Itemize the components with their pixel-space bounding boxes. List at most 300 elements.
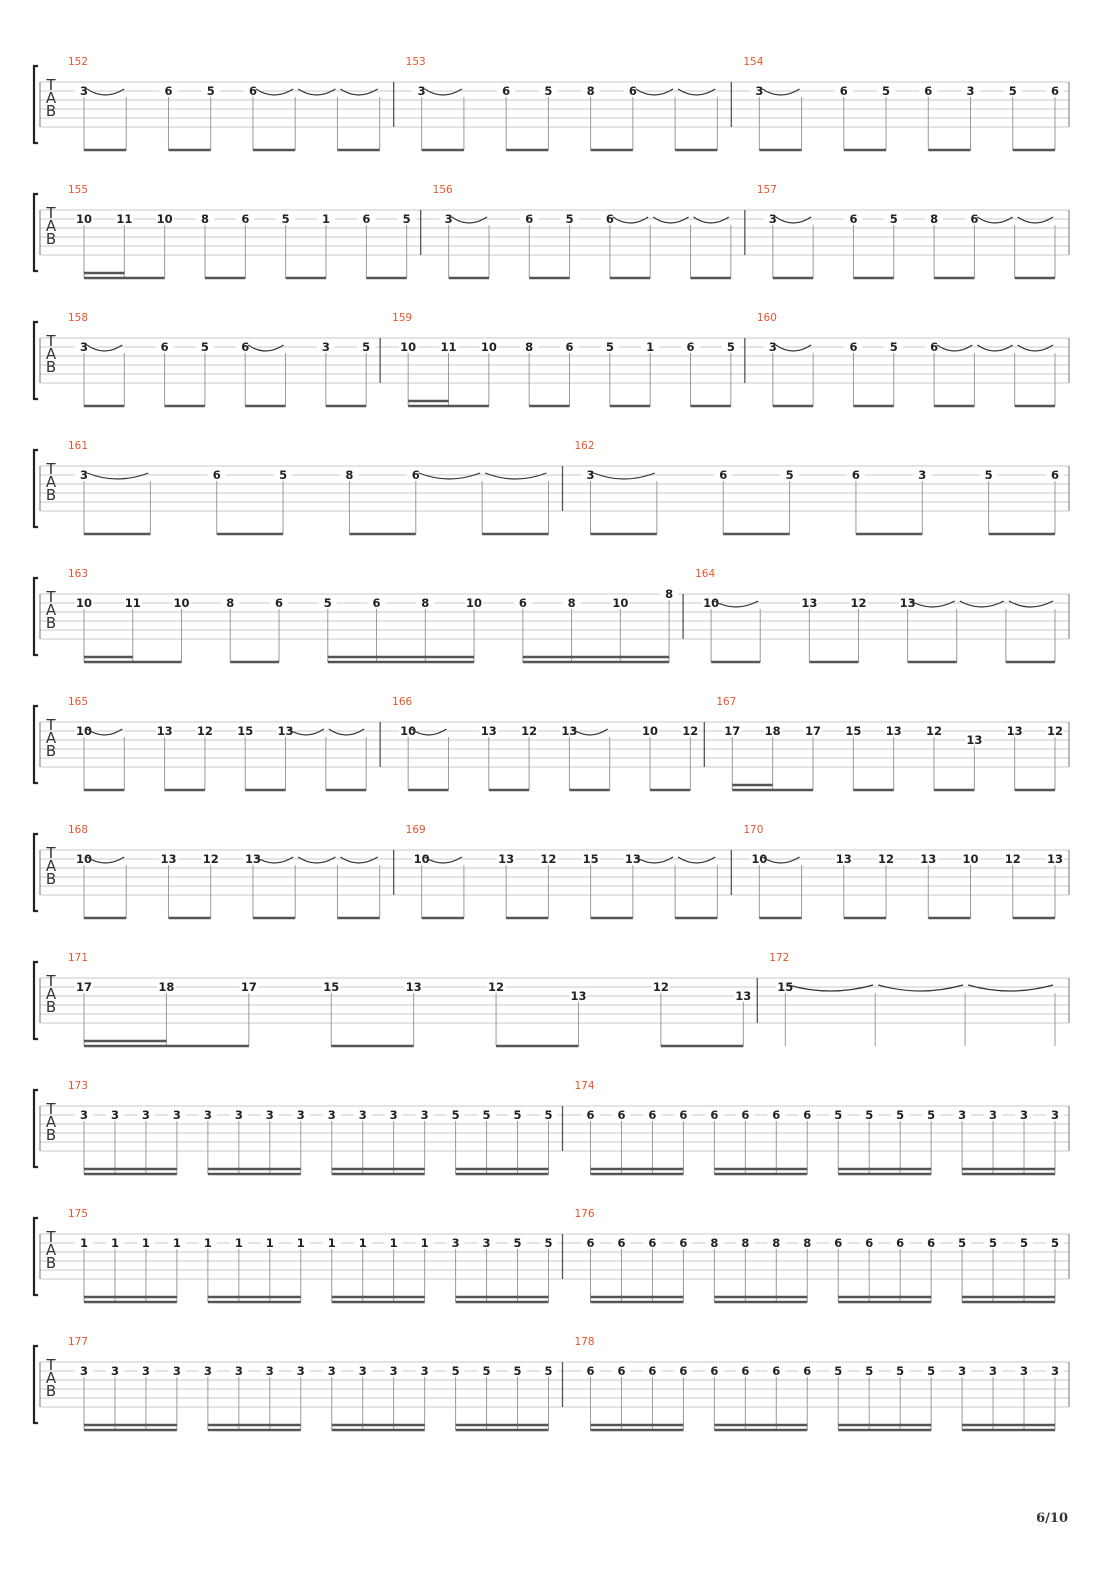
tie-arc [960,601,1004,607]
fret-number: 3 [296,1364,305,1378]
measure-number: 173 [68,1080,89,1092]
tab-system [34,440,1069,534]
tie-arc [788,985,873,991]
fret-number: 3 [1020,1364,1029,1378]
measure-number: 164 [695,568,716,580]
measure-number: 159 [392,312,413,324]
tie-arc [1018,345,1053,351]
fret-number: 1 [358,1236,367,1250]
fret-number: 10 [75,596,93,610]
fret-number: 18 [158,980,175,994]
fret-number: 8 [567,596,576,610]
tab-clef-letter: T [46,460,56,478]
fret-number: 12 [878,852,895,866]
fret-number: 5 [451,1364,460,1378]
fret-number: 3 [110,1364,119,1378]
fret-number: 5 [1050,1236,1060,1250]
system-bracket [34,706,38,783]
fret-number: 5 [482,1364,491,1378]
fret-number: 8 [803,1236,812,1250]
tab-system [34,952,1069,1046]
tab-system [34,1080,1069,1174]
fret-number: 6 [849,212,858,226]
fret-number: 5 [865,1108,874,1122]
fret-number: 17 [724,724,741,738]
tie-arc [1018,217,1053,223]
tab-clef-letter: B [45,102,57,120]
measure-172 [757,952,1055,1046]
tab-clef-letter: A [45,89,57,107]
fret-number: 10 [751,852,768,866]
fret-number: 8 [586,84,595,98]
fret-number: 3 [327,1108,336,1122]
tie-arc [340,857,377,863]
fret-number: 3 [918,468,927,482]
fret-number: 12 [682,724,699,738]
tab-clef-letter: A [45,601,57,619]
tab-clef-letter: T [46,204,56,222]
measure-number: 153 [405,56,426,68]
measure-170 [731,824,1064,918]
fret-number: 5 [896,1108,905,1122]
fret-number: 6 [628,84,637,98]
fret-number: 6 [719,468,728,482]
fret-number: 13 [156,724,173,738]
fret-number: 8 [345,468,354,482]
fret-number: 3 [451,1236,460,1250]
tab-clef-letter: B [45,358,57,376]
fret-number: 5 [958,1236,967,1250]
measure-165 [68,696,366,790]
fret-number: 13 [244,852,261,866]
tie-arc [298,89,335,95]
fret-number: 5 [984,468,993,482]
tab-clef-letter: A [45,473,57,491]
system-bracket [34,322,38,399]
tab-system [34,56,1069,150]
measure-164 [683,568,1055,662]
tab-clef-letter: T [46,972,56,990]
fret-number: 13 [160,852,177,866]
measure-152 [68,56,380,150]
fret-number: 5 [200,340,209,354]
measure-174 [563,1080,1065,1174]
fret-number: 13 [835,852,852,866]
tab-clef-letter: A [45,345,57,363]
tab-clef-letter: T [46,1100,56,1118]
tie-arc [340,89,377,95]
fret-number: 6 [679,1236,688,1250]
fret-number: 12 [925,724,943,738]
fret-number: 5 [605,340,614,354]
fret-number: 3 [1050,1108,1060,1122]
tab-system [34,1208,1069,1302]
fret-number: 10 [156,212,173,226]
system-bracket [34,834,38,911]
fret-number: 15 [582,852,599,866]
fret-number: 18 [764,724,781,738]
system-bracket [34,962,38,1039]
tab-clef-letter: B [45,230,57,248]
fret-number: 6 [927,1236,936,1250]
fret-number: 6 [518,596,527,610]
fret-number: 6 [772,1108,781,1122]
fret-number: 5 [362,340,371,354]
fret-number: 10 [400,340,417,354]
measure-number: 171 [68,952,89,964]
tab-clef-letter: T [46,1228,56,1246]
fret-number: 3 [966,84,975,98]
measure-number: 160 [756,312,777,324]
fret-number: 5 [544,1108,553,1122]
measure-number: 176 [574,1208,595,1220]
fret-number: 12 [202,852,219,866]
measure-155 [68,184,416,278]
fret-number: 12 [521,724,538,738]
fret-number: 3 [141,1364,150,1378]
measure-154 [731,56,1064,150]
system-bracket [34,66,38,143]
tab-clef-letter: T [46,1356,56,1374]
fret-number: 6 [849,340,858,354]
tie-arc [694,217,729,223]
fret-number: 5 [513,1108,522,1122]
fret-number: 1 [389,1236,398,1250]
fret-number: 12 [652,980,669,994]
fret-number: 6 [275,596,284,610]
tab-system [34,568,1069,662]
fret-number: 13 [480,724,497,738]
measure-161 [68,440,549,534]
measure-number: 162 [574,440,595,452]
tie-arc [977,345,1012,351]
fret-number: 13 [885,724,902,738]
fret-number: 6 [803,1108,812,1122]
fret-number: 8 [772,1236,781,1250]
fret-number: 1 [79,1236,89,1250]
fret-number: 6 [710,1108,719,1122]
fret-number: 10 [75,212,93,226]
fret-number: 10 [413,852,430,866]
fret-number: 6 [586,1364,595,1378]
fret-number: 1 [234,1236,243,1250]
fret-number: 5 [513,1364,522,1378]
fret-number: 5 [482,1108,491,1122]
fret-number: 13 [801,596,818,610]
tab-clef-letter: B [45,998,57,1016]
fret-number: 13 [624,852,641,866]
fret-number: 3 [234,1108,243,1122]
fret-number: 1 [420,1236,429,1250]
fret-number: 5 [565,212,574,226]
tab-clef-letter: T [46,332,56,350]
tie-arc [298,857,335,863]
fret-number: 6 [930,340,939,354]
fret-number: 5 [544,1364,553,1378]
fret-number: 6 [803,1364,812,1378]
tab-clef-letter: A [45,857,57,875]
tab-clef-letter: T [46,76,56,94]
fret-number: 6 [160,340,169,354]
fret-number: 11 [440,340,457,354]
system-bracket [34,450,38,527]
fret-number: 10 [480,340,497,354]
system-bracket [34,1218,38,1295]
fret-number: 10 [400,724,417,738]
measure-number: 155 [68,184,89,196]
fret-number: 15 [845,724,862,738]
fret-number: 10 [173,596,190,610]
fret-number: 6 [617,1236,626,1250]
tie-arc [968,985,1053,991]
fret-number: 5 [896,1364,905,1378]
fret-number: 6 [411,468,420,482]
fret-number: 5 [927,1364,936,1378]
fret-number: 6 [1050,468,1060,482]
measure-176 [563,1208,1065,1302]
fret-number: 6 [741,1364,750,1378]
fret-number: 6 [212,468,221,482]
fret-number: 5 [726,340,735,354]
fret-number: 5 [544,1236,553,1250]
fret-number: 6 [896,1236,905,1250]
page-number: 6/10 [1036,1511,1068,1526]
tab-clef-letter: T [46,716,56,734]
fret-number: 5 [889,340,898,354]
measure-177 [68,1336,558,1430]
fret-number: 5 [206,84,215,98]
measure-166 [380,696,699,790]
system-bracket [34,1346,38,1423]
measure-number: 169 [405,824,426,836]
fret-number: 5 [402,212,411,226]
fret-number: 12 [1004,852,1021,866]
tie-arc [653,217,688,223]
fret-number: 3 [265,1108,274,1122]
fret-number: 17 [75,980,93,994]
measure-175 [68,1208,558,1302]
fret-number: 5 [927,1108,936,1122]
fret-number: 3 [389,1108,398,1122]
measure-157 [745,184,1055,278]
fret-number: 3 [586,468,595,482]
fret-number: 3 [958,1364,967,1378]
measure-158 [68,312,375,406]
fret-number: 3 [79,1108,89,1122]
fret-number: 5 [834,1364,843,1378]
fret-number: 6 [565,340,574,354]
fret-number: 6 [241,340,250,354]
fret-number: 6 [586,1236,595,1250]
fret-number: 15 [323,980,340,994]
fret-number: 10 [612,596,629,610]
fret-number: 12 [540,852,557,866]
measure-number: 152 [68,56,89,68]
tie-arc [419,473,480,479]
fret-number: 8 [226,596,235,610]
measure-159 [380,312,740,406]
measure-number: 170 [743,824,764,836]
fret-number: 6 [772,1364,781,1378]
fret-number: 6 [502,84,511,98]
fret-number: 1 [172,1236,181,1250]
tab-system [34,184,1069,278]
fret-number: 10 [642,724,659,738]
measure-169 [394,824,718,918]
tie-arc [678,857,715,863]
measure-number: 175 [68,1208,89,1220]
tab-clef-letter: A [45,985,57,1003]
fret-number: 6 [1050,84,1060,98]
measure-160 [745,312,1055,406]
fret-number: 5 [1008,84,1017,98]
fret-number: 6 [648,1108,657,1122]
fret-number: 6 [648,1236,657,1250]
fret-number: 3 [79,84,89,98]
tab-clef-letter: A [45,729,57,747]
fret-number: 17 [804,724,821,738]
fret-number: 3 [203,1108,212,1122]
fret-number: 3 [389,1364,398,1378]
fret-number: 17 [240,980,257,994]
measure-number: 166 [392,696,413,708]
tab-system [34,696,1069,790]
fret-number: 1 [322,212,331,226]
fret-number: 6 [686,340,695,354]
measure-178 [563,1336,1065,1430]
fret-number: 8 [525,340,534,354]
measure-number: 168 [68,824,89,836]
fret-number: 6 [839,84,848,98]
fret-number: 5 [785,468,794,482]
fret-number: 5 [451,1108,460,1122]
fret-number: 13 [1046,852,1064,866]
measure-168 [68,824,380,918]
fret-number: 6 [617,1364,626,1378]
measure-171 [68,952,752,1046]
tie-arc [485,473,546,479]
measure-162 [563,440,1065,534]
fret-number: 3 [482,1236,491,1250]
fret-number: 5 [513,1236,522,1250]
fret-number: 6 [372,596,381,610]
measure-173 [68,1080,558,1174]
fret-number: 3 [79,1364,89,1378]
tie-arc [714,601,758,607]
fret-number: 11 [124,596,141,610]
fret-number: 3 [420,1108,429,1122]
tab-clef-letter: B [45,1254,57,1272]
fret-number: 1 [203,1236,212,1250]
fret-number: 5 [989,1236,998,1250]
fret-number: 13 [735,989,752,1003]
measure-number: 167 [716,696,737,708]
tab-clef-letter: T [46,588,56,606]
measure-153 [394,56,718,150]
fret-number: 3 [296,1108,305,1122]
fret-number: 5 [865,1364,874,1378]
fret-number: 6 [679,1108,688,1122]
fret-number: 1 [646,340,655,354]
measure-number: 178 [574,1336,595,1348]
tab-clef-letter: B [45,742,57,760]
fret-number: 5 [279,468,288,482]
fret-number: 6 [648,1364,657,1378]
fret-number: 8 [421,596,430,610]
tie-arc [911,601,955,607]
fret-number: 13 [899,596,916,610]
fret-number: 5 [1020,1236,1029,1250]
fret-number: 15 [237,724,254,738]
fret-number: 5 [323,596,332,610]
measure-number: 172 [769,952,790,964]
fret-number: 8 [930,212,939,226]
fret-number: 5 [281,212,290,226]
tie-arc [594,473,655,479]
fret-number: 6 [834,1236,843,1250]
fret-number: 5 [882,84,891,98]
fret-number: 13 [405,980,422,994]
fret-number: 3 [265,1364,274,1378]
fret-number: 3 [172,1108,181,1122]
fret-number: 5 [889,212,898,226]
measure-number: 161 [68,440,89,452]
measure-number: 157 [756,184,777,196]
fret-number: 3 [755,84,764,98]
system-bracket [34,194,38,271]
tab-system [34,312,1069,406]
fret-number: 3 [321,340,330,354]
tab-clef-letter: B [45,1382,57,1400]
measure-number: 154 [743,56,764,68]
fret-number: 10 [703,596,720,610]
fret-number: 13 [966,733,983,747]
fret-number: 3 [989,1364,998,1378]
fret-number: 5 [834,1108,843,1122]
fret-number: 6 [741,1108,750,1122]
fret-number: 3 [358,1364,367,1378]
fret-number: 13 [570,989,587,1003]
fret-number: 12 [850,596,867,610]
fret-number: 3 [417,84,426,98]
fret-number: 3 [989,1108,998,1122]
fret-number: 8 [200,212,210,226]
tab-clef-letter: T [46,844,56,862]
tab-clef-letter: A [45,1369,57,1387]
fret-number: 6 [525,212,534,226]
fret-number: 1 [141,1236,150,1250]
measure-number: 156 [432,184,453,196]
system-bracket [34,578,38,655]
fret-number: 3 [234,1364,243,1378]
fret-number: 6 [617,1108,626,1122]
fret-number: 6 [605,212,614,226]
tab-clef-letter: B [45,486,57,504]
fret-number: 15 [777,980,794,994]
fret-number: 13 [920,852,937,866]
fret-number: 3 [1020,1108,1029,1122]
fret-number: 10 [75,724,93,738]
fret-number: 13 [1006,724,1023,738]
fret-number: 6 [362,212,371,226]
fret-number: 10 [962,852,979,866]
fret-number: 1 [296,1236,305,1250]
fret-number: 3 [768,212,777,226]
fret-number: 12 [196,724,213,738]
tab-clef-letter: A [45,217,57,235]
fret-number: 3 [768,340,777,354]
fret-number: 1 [327,1236,336,1250]
